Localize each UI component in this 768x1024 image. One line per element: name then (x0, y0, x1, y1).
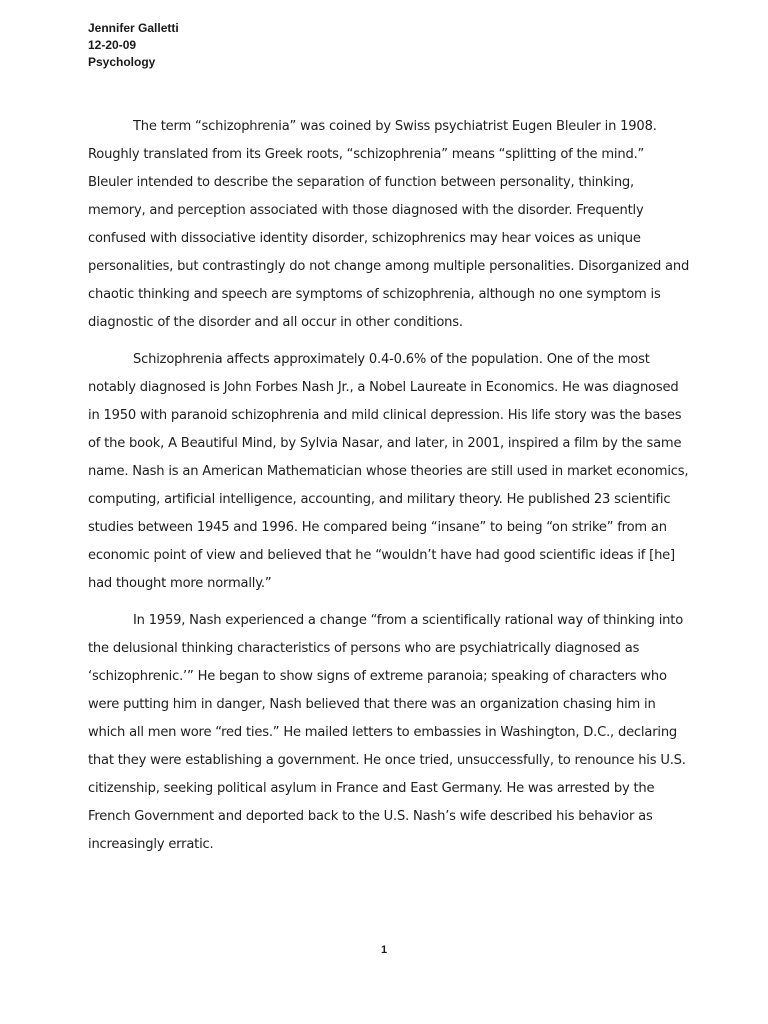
document-date: 12-20-09 (88, 38, 137, 52)
page-number: 1 (380, 944, 388, 956)
author-name: Jennifer Galletti (88, 21, 179, 35)
document-body (88, 113, 692, 859)
paragraph-3: In 1959, Nash experienced a change “from a scientifically rational way of thinking into the delusional thinking characteristics of persons who are psychiatrically diagnosed as ‘schizophrenic.’” He began to show signs of extreme paranoia; speaking of characters who were putting him in danger, Nash believed that there was an organization chasing him in which all men wore “red ties.” He mailed letters to embassies in Washington, D.C., declaring that they were establishing a government. He once tried, unsuccessfully, to renounce his U.S. citizenship, seeking political asylum in France and East Germany. He was arrested by the French Government and deported back to the U.S. Nash’s wife described his behavior as increasingly erratic. (88, 613, 686, 852)
document-subject: Psychology (88, 55, 156, 69)
document-header (88, 20, 179, 71)
paragraph-1: The term “schizophrenia” was coined by Swiss psychiatrist Eugen Bleuler in 1908. Roughly translated from its Greek roots, “schizophrenia” means “splitting of the mind.” Bleuler intended to describe the separation of function between personality, thinking, memory, and perception associated with those diagnosed with the disorder. Frequently confused with dissociative identity disorder, schizophrenics may hear voices as unique personalities, but contrastingly do not change among multiple personalities. Disorganized and chaotic thinking and speech are symptoms of schizophrenia, although no one symptom is diagnostic of the disorder and all occur in other conditions. (88, 119, 690, 330)
paragraph-2: Schizophrenia affects approximately 0.4-0.6% of the population. One of the most notably diagnosed is John Forbes Nash Jr., a Nobel Laureate in Economics. He was diagnosed in 1950 with paranoid schizophrenia and mild clinical depression. His life story was the bases of the book, A Beautiful Mind, by Sylvia Nasar, and later, in 2001, inspired a film by the same name. Nash is an American Mathematician whose theories are still used in market economics, computing, artificial intelligence, accounting, and military theory. He published 23 scientific studies between 1945 and 1996. He compared being “insane” to being “on strike” from an economic point of view and believed that he “wouldn’t have had good scientific ideas if [he] had thought more normally.” (88, 352, 689, 591)
